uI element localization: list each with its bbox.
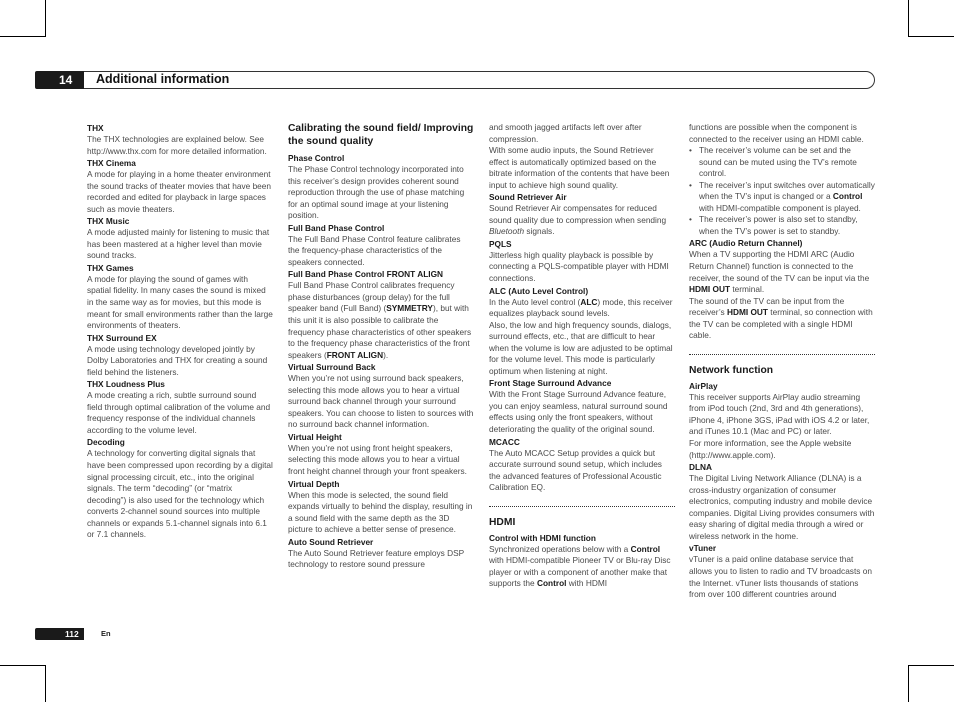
text-span: The receiver’s input switches over automatically when the TV’s input is changed or a — [699, 179, 875, 202]
text-span: ) mode, this receiver equalizes playback sound levels. — [489, 296, 673, 319]
text-span: Sound Retriever Air compensates for reduced sound quality due to compression when sending — [489, 203, 667, 225]
page-number: 112 — [35, 628, 84, 640]
text-thx-music: A mode adjusted mainly for listening to music that has been mastered at a higher level than movie sound tracks. — [87, 227, 270, 261]
crop-mark-bl-h — [0, 665, 46, 666]
heading-virtual-height: Virtual Height — [288, 431, 342, 442]
text-alc-2: Also, the low and high frequency sounds, dialogs, surround effects, etc., that are difficult to hear when the volume is low are adjusted to be optimal for the volume level. This mode is particularly optimum when listening at night. — [489, 319, 673, 376]
crop-mark-tl-h — [0, 36, 46, 37]
text-full-band-phase-control: The Full Band Phase Control feature calibrates the frequency-phase characteristics of the speakers connected. — [288, 233, 461, 267]
text-vtuner: vTuner is a paid online database service that allows you to listen to radio and TV broadcasts on the Internet. vTuner lists thousands of stations from over 100 different countries around — [689, 554, 872, 600]
crop-mark-tl-v — [45, 0, 46, 36]
heading-alc: ALC (Auto Level Control) — [489, 285, 589, 296]
text-thx-surround-ex: A mode using technology developed jointly by Dolby Laboratories and THX for creating a sound field behind the listeners. — [87, 343, 268, 377]
heading-thx-games: THX Games — [87, 262, 134, 273]
heading-vtuner: vTuner — [689, 543, 717, 554]
heading-control-with-hdmi: Control with HDMI function — [489, 532, 596, 543]
text-span: with HDMI-compatible Pioneer TV or Blu-ray Disc player or with a component of another make that supports the — [489, 555, 671, 589]
column-3 — [489, 122, 675, 590]
list-item — [689, 180, 875, 215]
text-arc — [689, 249, 875, 295]
section-heading-hdmi: HDMI — [489, 516, 516, 528]
bullet-list — [689, 145, 875, 237]
text-thx-games: A mode for playing the sound of games with spatial fidelity. In many cases the sound is mixed in the same way as for movies, but this mode is meant for small environments rather than the large environments of theaters. — [87, 273, 273, 331]
heading-decoding: Decoding — [87, 437, 125, 448]
text-front-align — [288, 280, 474, 361]
heading-front-stage-surround: Front Stage Surround Advance — [489, 378, 612, 389]
text-sound-retriever-cont-2: With some audio inputs, the Sound Retriever effect is automatically optimized based on the bitrate information of the contents that have been input to achieve high sound quality. — [489, 145, 670, 190]
text-span: Full Band Phase Control calibrates frequency phase disturbances (group delay) for the full speaker band (Full Band) ( — [288, 280, 455, 314]
section-divider — [689, 354, 875, 355]
heading-pqls: PQLS — [489, 238, 512, 249]
text-airplay-2: For more information, see the Apple website (http://www.apple.com). — [689, 438, 852, 460]
bold-hdmi-out: HDMI OUT — [726, 307, 768, 318]
text-span: ), but with this unit it is also possible to calibrate the frequency phase characteristics of other speakers to the frequency phase characteristics of the front speakers ( — [288, 303, 472, 360]
crop-mark-br-v — [908, 666, 909, 702]
page-title: Additional information — [96, 72, 230, 86]
text-dlna: The Digital Living Network Alliance (DLNA) is a cross-industry organization of consumer electronics, computing industry and mobile device companies. Digital Living provides consumers with easy sharing of digital media through a wired or wireless network in the home. — [689, 473, 875, 541]
text-alc — [489, 297, 675, 320]
heading-arc: ARC (Audio Return Channel) — [689, 238, 803, 249]
chapter-tab: 14 — [35, 71, 84, 89]
text-thx-cinema: A mode for playing in a home theater environment the sound tracks of theater movies that have been recorded and edited for playback in large spaces such as movie theaters. — [87, 169, 272, 214]
text-auto-sound-retriever: The Auto Sound Retriever feature employs DSP technology to restore sound pressure — [288, 547, 465, 570]
heading-virtual-surround-back: Virtual Surround Back — [288, 362, 376, 373]
heading-auto-sound-retriever: Auto Sound Retriever — [288, 536, 374, 547]
heading-thx: THX — [87, 123, 104, 133]
text-thx-loudness-plus: A mode creating a rich, subtle surround sound field through optimal calibration of the volume and frequency response of the individual channels according to the volume level. — [87, 390, 271, 435]
text-thx: The THX technologies are explained below. See http://www.thx.com for more detailed information. — [87, 134, 267, 156]
heading-thx-loudness-plus: THX Loudness Plus — [87, 379, 165, 390]
heading-front-align: Full Band Phase Control FRONT ALIGN — [288, 269, 444, 280]
heading-thx-cinema: THX Cinema — [87, 158, 136, 169]
text-span: In the Auto level control ( — [489, 296, 581, 307]
text-span: When a TV supporting the HDMI ARC (Audio Return Channel) function is connected to the receiver, the sound of the TV can be input via the — [689, 249, 870, 283]
text-span: terminal. — [730, 284, 765, 295]
bold-control: Control — [536, 578, 567, 589]
heading-phase-control: Phase Control — [288, 153, 345, 163]
text-control-with-hdmi — [489, 544, 675, 590]
column-2 — [288, 122, 474, 571]
bold-control: Control — [630, 543, 661, 554]
text-phase-control: The Phase Control technology incorporated into this receiver’s design provides coherent sound reproduction through the use of phase matching for an optimal sound image at your listening position. — [288, 164, 465, 221]
heading-full-band-phase-control: Full Band Phase Control — [288, 222, 385, 233]
bold-hdmi-out: HDMI OUT — [689, 284, 731, 295]
text-span: terminal, so connection with the TV can be completed with a single HDMI cable. — [689, 307, 873, 341]
text-airplay: This receiver supports AirPlay audio streaming from iPod touch (2nd, 3rd and 4th generations), iPhone 4, iPhone 3GS, iPad with iOS 4.2 or later, and iTunes 10.1 (Mac and PC) or later. — [689, 391, 870, 437]
list-item: • The receiver’s power is also set to standby, when the TV’s power is set to standby. — [689, 214, 875, 237]
crop-mark-br-h — [908, 665, 954, 666]
text-pqls: Jitterless high quality playback is possible by connecting a PQLS-compatible player with HDMI connections. — [489, 249, 669, 284]
column-1 — [87, 122, 273, 541]
section-divider — [489, 506, 675, 507]
bold-control: Control — [832, 191, 863, 202]
bold-front-align: FRONT ALIGN — [326, 349, 384, 360]
text-hdmi-cont: functions are possible when the component is connected to the receiver using an HDMI cable. — [689, 122, 864, 144]
text-sound-retriever-air — [489, 203, 675, 238]
text-virtual-height: When you’re not using front height speakers, selecting this mode allows you to hear a virtual front height channel through your front speakers. — [288, 442, 467, 477]
text-span: with HDMI-compatible component is played. — [699, 202, 861, 213]
heading-dlna: DLNA — [689, 462, 713, 473]
text-span: Synchronized operations below with a — [489, 543, 631, 554]
italic-bluetooth: Bluetooth — [489, 226, 525, 237]
list-item: • The receiver’s volume can be set and the sound can be muted using the TV’s remote control. — [689, 145, 875, 180]
crop-mark-bl-v — [45, 666, 46, 702]
text-span: signals. — [524, 226, 555, 237]
text-virtual-surround-back: When you’re not using surround back speakers, selecting this mode allows you to hear a virtual surround back channel through your surround speakers. You can choose to listen to sources with no surround back channel information. — [288, 373, 474, 430]
language-label: En — [101, 629, 111, 638]
section-heading-network: Network function — [689, 364, 774, 376]
text-arc-2 — [689, 296, 875, 342]
heading-thx-music: THX Music — [87, 216, 130, 227]
section-heading-calibrating: Calibrating the sound field/ Improving the sound quality — [288, 123, 474, 147]
crop-mark-tr-h — [908, 36, 954, 37]
text-mcacc: The Auto MCACC Setup provides a quick but accurate surround sound setup, which includes the advanced features of Professional Acoustic Calibration EQ. — [489, 447, 662, 493]
heading-sound-retriever-air: Sound Retriever Air — [489, 192, 567, 203]
text-decoding: A technology for converting digital signals that have been compressed upon recording by a digital signal processing circuit, etc., into the original signals. The term “decoding” (or “matrix decoding”) is also used for the technology which converts 2-channel sound sources into multiple channels or expands 5.1-channel signals into 6.1 or 7.1 channels. — [87, 448, 273, 540]
text-span: ). — [383, 349, 389, 360]
text-span: with HDMI — [566, 578, 608, 589]
heading-airplay: AirPlay — [689, 380, 718, 391]
bold-alc: ALC — [580, 296, 598, 307]
text-span: The sound of the TV can be input from the receiver’s — [689, 295, 845, 318]
text-sound-retriever-cont: and smooth jagged artifacts left over after compression. — [489, 122, 642, 144]
text-front-stage-surround: With the Front Stage Surround Advance feature, you can enjoy seamless, natural surround sound effects using only the front speakers, without deteriorating the quality of the original sound. — [489, 389, 668, 435]
crop-mark-tr-v — [908, 0, 909, 36]
heading-virtual-depth: Virtual Depth — [288, 478, 340, 489]
text-virtual-depth: When this mode is selected, the sound field expands virtually to behind the display, resulting in a sound field with the same depth as the 3D picture to achieve a better sense of presence. — [288, 489, 473, 535]
heading-thx-surround-ex: THX Surround EX — [87, 332, 157, 343]
heading-mcacc: MCACC — [489, 436, 520, 447]
column-4 — [689, 122, 875, 601]
bold-symmetry: SYMMETRY — [386, 303, 433, 314]
